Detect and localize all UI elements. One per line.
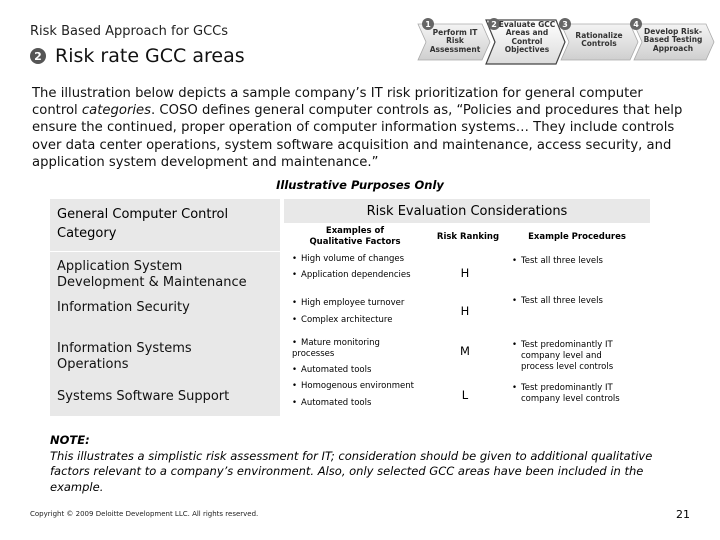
note-text: This illustrates a simplistic risk assessment for IT; consideration should be given to additional qualitative factors relevant to a company’s environment. Also, only selected GCC areas have been included in the example. — [50, 448, 653, 494]
col-header-ranking: Risk Ranking — [436, 232, 500, 242]
step-2-number: 2 — [488, 18, 500, 30]
category-info-ops: Information Systems Operations — [57, 341, 192, 372]
note-title: NOTE: — [50, 433, 90, 447]
illustrative-label: Illustrative Purposes Only — [276, 178, 444, 192]
slide-title-text: Risk rate GCC areas — [55, 45, 245, 67]
ranking-info-security: H — [460, 304, 470, 318]
step-1-label: Perform IT Risk Assessment — [429, 28, 481, 54]
ranking-app-dev: H — [460, 266, 470, 280]
slide-subtitle: Risk Based Approach for GCCs — [30, 24, 229, 39]
col-header-procedures: Example Procedures — [528, 232, 626, 242]
ranking-info-ops: M — [460, 344, 470, 358]
category-sys-software: Systems Software Support — [57, 389, 230, 404]
col-header-factors: Examples of Qualitative Factors — [309, 226, 401, 247]
category-app-dev: Application System Development & Maintenance — [57, 259, 247, 290]
factor-4-1: • Homogenous environment — [292, 381, 442, 392]
procedure-info-ops: • Test predominantly IT company level and process level controls — [512, 340, 637, 373]
risk-evaluation-title: Risk Evaluation Considerations — [366, 204, 568, 219]
step-3-number: 3 — [559, 18, 571, 30]
step-number-badge: 2 — [30, 48, 46, 64]
factor-2-2: • Complex architecture — [292, 315, 442, 326]
copyright-text: Copyright © 2009 Deloitte Development LLC. All rights reserved. — [30, 510, 259, 518]
factor-3-2: • Automated tools — [292, 365, 442, 376]
step-4-number: 4 — [630, 18, 642, 30]
process-steps — [416, 18, 716, 66]
step-4-label: Develop Risk-Based Testing Approach — [643, 27, 703, 53]
factor-4-2: • Automated tools — [292, 398, 442, 409]
ranking-sys-software: L — [461, 388, 469, 402]
intro-paragraph — [32, 85, 692, 171]
step-2-label: Evaluate GCC Areas and Control Objectives — [498, 20, 556, 54]
intro-text-end: . COSO defines general computer controls as, “Policies and procedures that help ensure the continued, proper operation of computer information systems… They include controls over data center operations, system software acquisition and maintenance, access security, and application system development and maintenance.” — [32, 103, 683, 170]
intro-text-italic: categories — [81, 103, 152, 119]
step-1-number: 1 — [422, 18, 434, 30]
factor-2-1: • High employee turnover — [292, 298, 442, 309]
category-info-security: Information Security — [57, 300, 190, 315]
step-3-label: Rationalize Controls — [575, 31, 623, 49]
factor-1-2: • Application dependencies — [292, 270, 442, 281]
page-number: 21 — [676, 508, 690, 521]
note-block — [50, 433, 670, 495]
intro-text-start: The illustration below depicts a sample company’s IT risk prioritization for general computer control — [32, 86, 643, 119]
factor-3-1: • Mature monitoring processes — [292, 338, 402, 360]
procedure-info-security: • Test all three levels — [512, 296, 642, 307]
factor-1-1: • High volume of changes — [292, 254, 442, 265]
risk-evaluation-header — [284, 199, 650, 251]
slide-title — [30, 45, 245, 67]
procedure-app-dev: • Test all three levels — [512, 256, 642, 267]
procedure-sys-software: • Test predominantly IT company level controls — [512, 383, 637, 405]
gcc-category-header: General Computer Control Category — [50, 199, 280, 251]
